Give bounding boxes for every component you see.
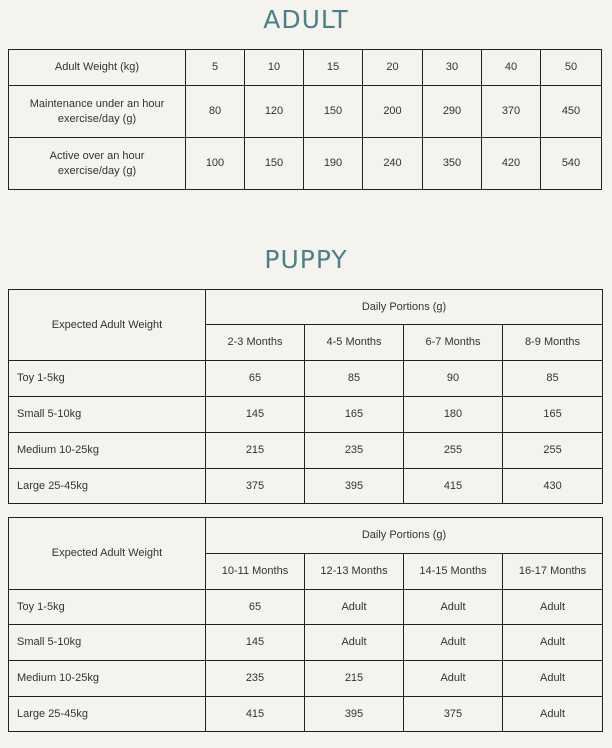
- table-cell: 255: [404, 433, 503, 469]
- table-row: [9, 433, 603, 469]
- column-header: 2-3 Months: [206, 325, 305, 361]
- table-cell: 375: [206, 469, 305, 504]
- table-cell: 375: [404, 697, 503, 732]
- table-cell: 120: [245, 86, 304, 138]
- table-cell: 90: [404, 361, 503, 397]
- table-cell: 150: [304, 86, 363, 138]
- table-cell: Adult: [404, 590, 503, 625]
- table-cell: 395: [305, 697, 404, 732]
- table-cell: 240: [363, 138, 423, 190]
- table-cell: 395: [305, 469, 404, 504]
- row-header: Expected Adult Weight: [9, 290, 206, 361]
- table-cell: 65: [206, 361, 305, 397]
- table-cell: 415: [206, 697, 305, 732]
- row-label: Toy 1-5kg: [9, 590, 206, 625]
- table-cell: 10: [245, 50, 304, 86]
- table-row: [9, 625, 603, 661]
- table-cell: 370: [482, 86, 541, 138]
- column-header: 6-7 Months: [404, 325, 503, 361]
- column-header: 4-5 Months: [305, 325, 404, 361]
- table-cell: Adult: [305, 625, 404, 661]
- table-cell: 145: [206, 397, 305, 433]
- table-row: [9, 590, 603, 625]
- table-row: [9, 138, 602, 190]
- group-header: Daily Portions (g): [206, 290, 603, 325]
- puppy-feeding-table-2: [8, 517, 603, 732]
- row-label: Toy 1-5kg: [9, 361, 206, 397]
- table-cell: 255: [503, 433, 603, 469]
- table-cell: 415: [404, 469, 503, 504]
- group-header: Daily Portions (g): [206, 518, 603, 554]
- table-cell: 50: [541, 50, 602, 86]
- table-row: [9, 361, 603, 397]
- table-cell: 420: [482, 138, 541, 190]
- row-label: Active over an hour exercise/day (g): [9, 138, 186, 190]
- table-cell: 100: [186, 138, 245, 190]
- table-cell: 450: [541, 86, 602, 138]
- row-label: Small 5-10kg: [9, 625, 206, 661]
- table-cell: Adult: [503, 697, 603, 732]
- table-cell: Adult: [503, 625, 603, 661]
- table-cell: 180: [404, 397, 503, 433]
- table-cell: 40: [482, 50, 541, 86]
- table-cell: 350: [423, 138, 482, 190]
- row-label: Large 25-45kg: [9, 697, 206, 732]
- row-label: Maintenance under an hour exercise/day (g): [9, 86, 186, 138]
- row-label: Medium 10-25kg: [9, 433, 206, 469]
- table-cell: Adult: [503, 661, 603, 697]
- table-cell: 20: [363, 50, 423, 86]
- table-cell: 165: [305, 397, 404, 433]
- table-cell: 85: [503, 361, 603, 397]
- table-cell: 235: [206, 661, 305, 697]
- table-row: [9, 50, 602, 86]
- table-row: [9, 661, 603, 697]
- table-header-row: [9, 290, 603, 325]
- row-label: Medium 10-25kg: [9, 661, 206, 697]
- table-cell: 15: [304, 50, 363, 86]
- table-cell: 215: [206, 433, 305, 469]
- table-cell: 215: [305, 661, 404, 697]
- adult-feeding-table: [8, 49, 602, 190]
- table-cell: 65: [206, 590, 305, 625]
- column-header: 8-9 Months: [503, 325, 603, 361]
- table-cell: Adult: [305, 590, 404, 625]
- table-cell: 200: [363, 86, 423, 138]
- table-cell: 80: [186, 86, 245, 138]
- puppy-feeding-table-1: [8, 289, 603, 504]
- row-label: Adult Weight (kg): [9, 50, 186, 86]
- row-header: Expected Adult Weight: [9, 518, 206, 590]
- table-cell: 430: [503, 469, 603, 504]
- table-cell: 290: [423, 86, 482, 138]
- table-cell: 5: [186, 50, 245, 86]
- table-cell: 165: [503, 397, 603, 433]
- puppy-heading: PUPPY: [264, 245, 348, 274]
- table-cell: 150: [245, 138, 304, 190]
- table-header-row: [9, 518, 603, 554]
- table-cell: 30: [423, 50, 482, 86]
- row-label: Large 25-45kg: [9, 469, 206, 504]
- column-header: 16-17 Months: [503, 554, 603, 590]
- table-row: [9, 86, 602, 138]
- table-cell: Adult: [503, 590, 603, 625]
- column-header: 10-11 Months: [206, 554, 305, 590]
- table-row: [9, 397, 603, 433]
- adult-heading: ADULT: [263, 5, 349, 34]
- table-cell: 85: [305, 361, 404, 397]
- row-label: Small 5-10kg: [9, 397, 206, 433]
- table-cell: 145: [206, 625, 305, 661]
- table-cell: 540: [541, 138, 602, 190]
- table-cell: Adult: [404, 625, 503, 661]
- column-header: 14-15 Months: [404, 554, 503, 590]
- table-cell: 235: [305, 433, 404, 469]
- table-row: [9, 469, 603, 504]
- table-cell: Adult: [404, 661, 503, 697]
- table-row: [9, 697, 603, 732]
- table-cell: 190: [304, 138, 363, 190]
- column-header: 12-13 Months: [305, 554, 404, 590]
